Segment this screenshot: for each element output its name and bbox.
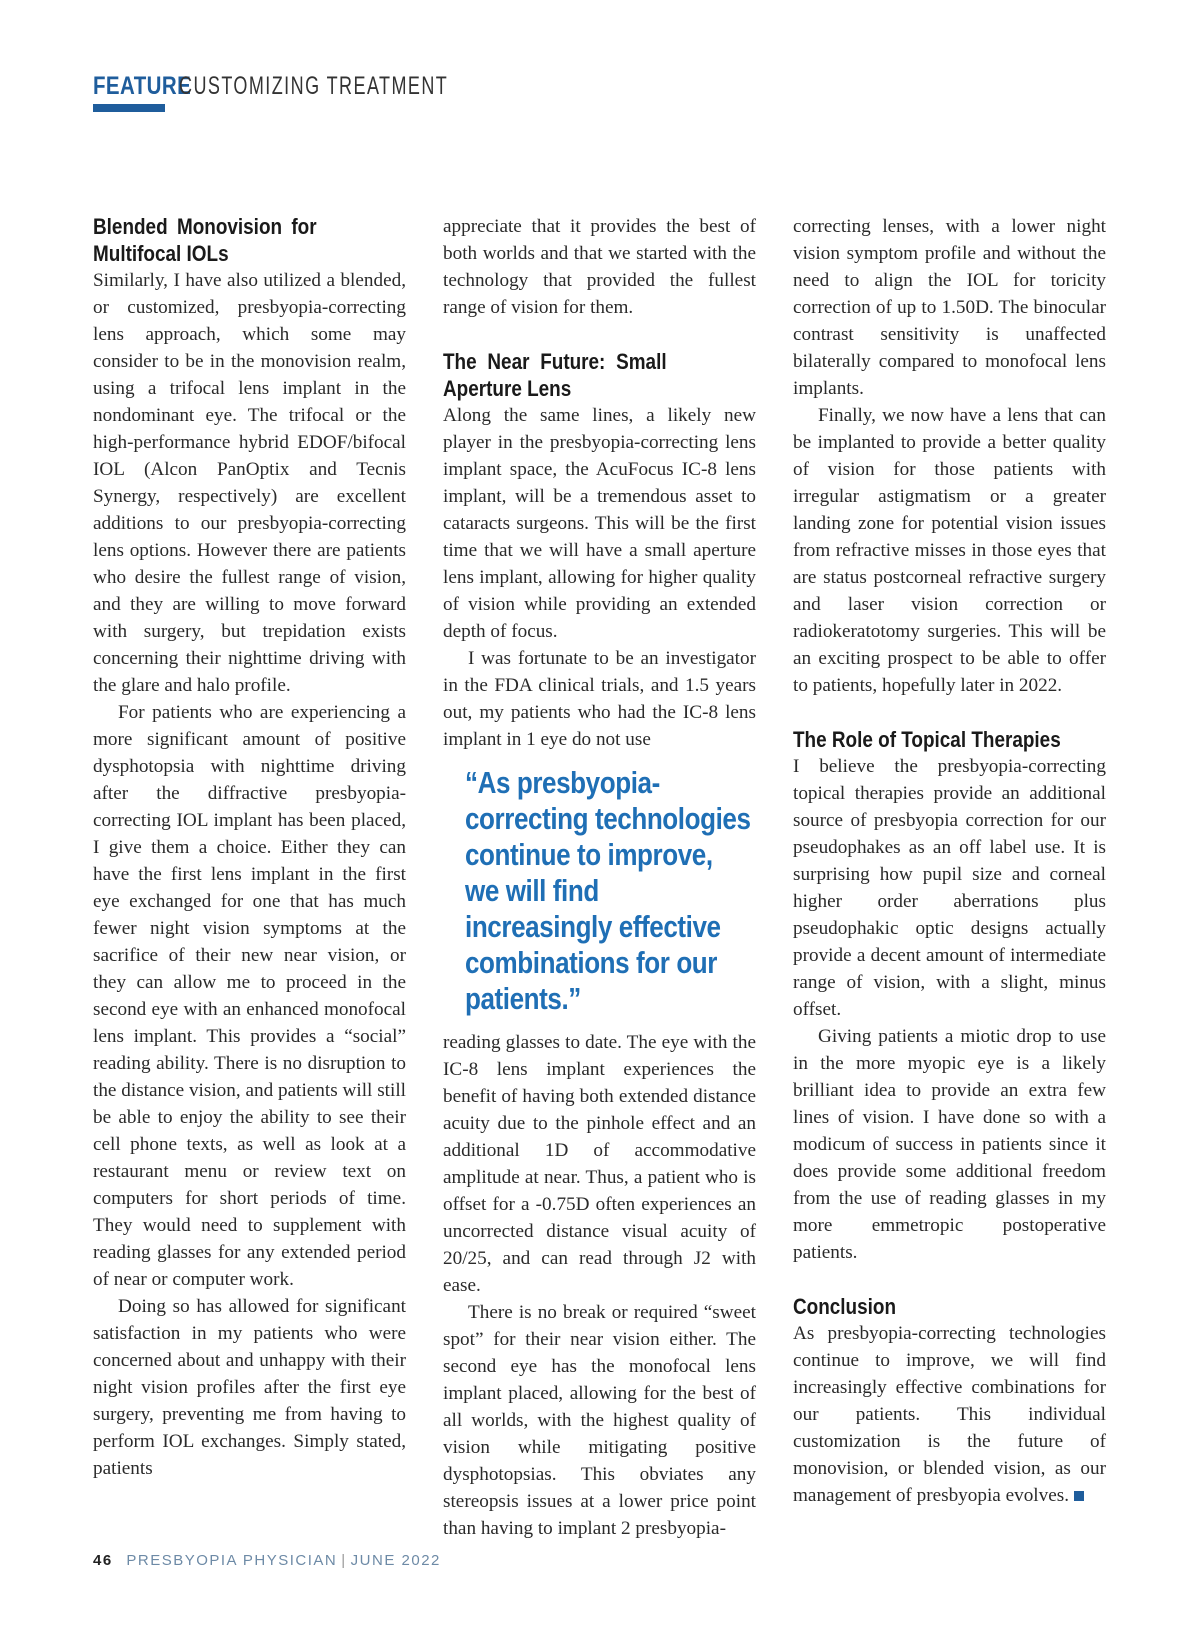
section-label: CUSTOMIZING TREATMENT [179,72,449,100]
heading-conclusion: Conclusion [793,1294,897,1319]
page-header [93,72,449,101]
issue-date: JUNE 2022 [350,1552,441,1569]
heading-near-future: The Near Future: Small Aperture Lens [443,349,667,401]
heading-topical-therapies: The Role of Topical Therapies [793,727,1061,752]
paragraph: Along the same lines, a likely new player in the presbyopia-correcting lens implant space, the AcuFocus IC-8 lens implant, will be a tremendous asset to cataracts surgeons. This will be the first time that we will have a small aperture lens implant, allowing for higher quality of vision while providing an extended depth of focus. [443,405,756,642]
heading-blended-monovision: Blended Monovision for Multifocal IOLs [93,214,317,266]
paragraph: There is no break or required “sweet spot” for their near vision either. The second eye has the monofocal lens implant placed, allowing for the best of all worlds, with the highest quality of vision while mitigating positive dysphotopsias. This obviates any stereopsis issues at a lower price point than having to implant 2 presbyopia- [443,1302,756,1539]
paragraph: Finally, we now have a lens that can be implanted to provide a better quality of vision for those patients with irregular astigmatism or a greater landing zone for potential vision issues from refractive misses in those eyes that are status postcorneal refractive surgery and laser vision correction or radiokeratotomy surgeries. This will be an exciting prospect to be able to offer to patients, hopefully later in 2022. [793,405,1106,696]
conclusion-text: As presbyopia-correcting technologies continue to improve, we will find increasingly effective combinations for our patients. This individual customization is the future of monovision, or blended vision, as our management of presbyopia evolves. [793,1323,1106,1506]
paragraph-conclusion [793,1320,1106,1509]
paragraph: Giving patients a miotic drop to use in the more myopic eye is a likely brilliant idea to provide an extra few lines of vision. I have done so with a modicum of success in patients since it does provide some additional freedom from the use of reading glasses in my more emmetropic postoperative patients. [793,1026,1106,1263]
paragraph: correcting lenses, with a lower night vision symptom profile and without the need to align the IOL for toricity correction of up to 1.50D. The binocular contrast sensitivity is unaffected bilaterally compared to monofocal lens implants. [793,216,1106,399]
pull-quote: “As presbyopia-correcting technologies continue to improve, we will find increasingly effective combinations for our patients.” [465,765,751,1016]
paragraph: For patients who are experiencing a more significant amount of positive dysphotopsia with nighttime driving after the diffractive presbyopia-correcting IOL implant has been placed, I give them a choice. Either they can have the first lens implant in the first eye exchanged for one that has much fewer night vision symptoms at the sacrifice of their new near vision, or they can allow me to proceed in the second eye with an enhanced monofocal lens implant. This provides a “social” reading ability. There is no disruption to the distance vision, and patients will still be able to enjoy the ability to see their cell phone texts, as well as look at a restaurant menu or review text on computers for short periods of time. They would need to supplement with reading glasses for any extended period of near or computer work. [93,702,406,1290]
paragraph: I believe the presbyopia-correcting topical therapies provide an additional source of presbyopia correction for our pseudophakes as an off label use. It is surprising how pupil size and corneal higher order aberrations plus pseudophakic optic designs actually provide a decent amount of intermediate range of vision, with a slight, minus offset. [793,756,1106,1020]
paragraph: Similarly, I have also utilized a blended, or customized, presbyopia-correcting lens approach, which some may consider to be in the monovision realm, using a trifocal lens implant in the nondominant eye. The trifocal or the high-performance hybrid EDOF/bifocal IOL (Alcon PanOptix and Tecnis Synergy, respectively) are excellent additions to our presbyopia-correcting lens options. However there are patients who desire the fullest range of vision, and they are willing to move forward with surgery, but trepidation exists concerning their nighttime driving with the glare and halo profile. [93,270,406,696]
paragraph: appreciate that it provides the best of both worlds and that we started with the technology that provided the fullest range of vision for them. [443,216,756,318]
paragraph: I was fortunate to be an investigator in the FDA clinical trials, and 1.5 years out, my patients who had the IC-8 lens implant in 1 eye do not use [443,648,756,750]
paragraph: reading glasses to date. The eye with the IC-8 lens implant experiences the benefit of having both extended distance acuity due to the pinhole effect and an additional 1D of accommodative amplitude at near. Thus, a patient who is offset for a -0.75D often experiences an uncorrected distance visual acuity of 20/25, and can read through J2 with ease. [443,1032,756,1296]
column-2 [443,213,756,1542]
page-footer [93,1552,441,1569]
end-mark-icon [1074,1491,1084,1501]
column-3 [793,213,1106,1509]
paragraph: Doing so has allowed for significant satisfaction in my patients who were concerned about and unhappy with their night vision profiles after the first eye surgery, preventing me from having to perform IOL exchanges. Simply stated, patients [93,1296,406,1479]
header-rule [93,104,165,112]
footer-separator: | [341,1552,347,1569]
feature-label: FEATURE [93,72,192,100]
page-number: 46 [93,1552,113,1569]
publication-name: PRESBYOPIA PHYSICIAN [126,1552,338,1569]
column-1 [93,213,406,1482]
